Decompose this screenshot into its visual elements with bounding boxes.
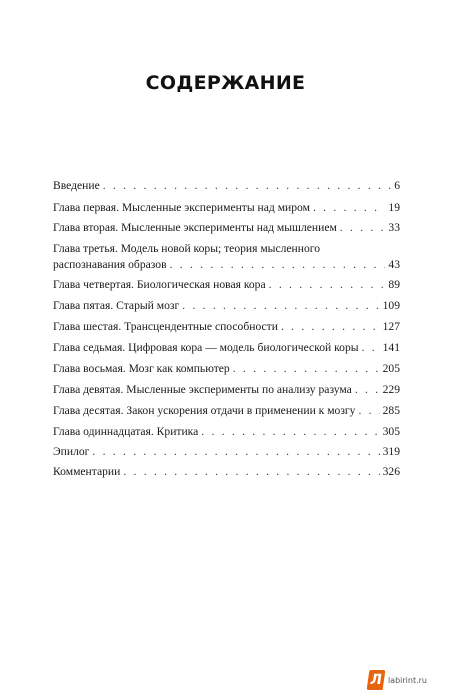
toc-entry — [53, 277, 400, 293]
toc-entry-label: распознавания образов — [53, 258, 167, 271]
dot-leader — [201, 424, 379, 440]
toc-entry-page: 326 — [382, 465, 400, 478]
toc-entry-page: 43 — [388, 258, 400, 271]
dot-leader — [182, 298, 379, 314]
toc-entry-page: 285 — [382, 404, 400, 417]
toc-entry-label: Глава одиннадцатая. Критика — [53, 425, 199, 438]
toc-entry-label: Глава седьмая. Цифровая кора — модель биологической коры — [53, 341, 359, 354]
toc-entry-page: 127 — [382, 320, 400, 333]
dot-leader — [362, 340, 380, 356]
dot-leader — [355, 382, 380, 398]
dot-leader — [123, 464, 379, 480]
toc-entry-page: 205 — [382, 362, 400, 375]
toc-entry — [53, 464, 400, 480]
dot-leader — [92, 444, 379, 460]
dot-leader — [233, 361, 380, 377]
dot-leader — [103, 178, 391, 194]
toc-entry-page: 19 — [388, 201, 400, 214]
toc-entry-page: 141 — [382, 341, 400, 354]
toc-entry-label: Введение — [53, 179, 100, 192]
dot-leader — [269, 277, 386, 293]
toc-entry-label: Глава девятая. Мысленные эксперименты по анализу разума — [53, 383, 352, 396]
toc-entry-label: Глава шестая. Трансцендентные способности — [53, 320, 278, 333]
dot-leader — [313, 200, 385, 216]
watermark-logo — [368, 670, 427, 690]
toc-entry — [53, 403, 400, 419]
toc-entry — [53, 220, 400, 236]
toc-entry-page: 33 — [388, 221, 400, 234]
toc-entry — [53, 361, 400, 377]
toc-entry-label: Глава восьмая. Мозг как компьютер — [53, 362, 230, 375]
toc-entry — [53, 444, 400, 460]
page-title: СОДЕРЖАНИЕ — [145, 72, 306, 94]
toc-entry — [53, 178, 400, 194]
toc-entry-page: 229 — [382, 383, 400, 396]
dot-leader — [340, 220, 386, 236]
toc-entry — [53, 298, 400, 314]
toc-entry-page: 89 — [388, 278, 400, 291]
toc-entry-label: Глава первая. Мысленные эксперименты над миром — [53, 201, 310, 214]
toc-entry-label: Глава пятая. Старый мозг — [53, 299, 180, 312]
toc-entry-label: Эпилог — [53, 445, 90, 458]
toc-entry-label-line1: Глава третья. Модель новой коры; теория мысленного — [53, 242, 321, 255]
dot-leader — [358, 403, 379, 419]
dot-leader — [281, 319, 380, 335]
toc-entry-label: Комментарии — [53, 465, 121, 478]
toc-entry — [53, 241, 400, 273]
toc-entry-label: Глава четвертая. Биологическая новая кора — [53, 278, 266, 291]
watermark-text: labirint.ru — [387, 675, 427, 685]
toc-entry-label: Глава десятая. Закон ускорения отдачи в применении к мозгу — [53, 404, 356, 417]
toc-entry-page: 305 — [382, 425, 400, 438]
toc-entry — [53, 382, 400, 398]
toc-entry-page: 6 — [394, 179, 400, 192]
labirint-logo-icon: Л — [367, 670, 386, 690]
toc-entry — [53, 340, 400, 356]
toc-entry-label: Глава вторая. Мысленные эксперименты над мышлением — [53, 221, 337, 234]
toc-entry — [53, 424, 400, 440]
toc-entry — [53, 319, 400, 335]
toc-entry-page: 109 — [382, 299, 400, 312]
toc-entry — [53, 200, 400, 216]
toc-entry-page: 319 — [382, 445, 400, 458]
dot-leader — [170, 257, 386, 273]
